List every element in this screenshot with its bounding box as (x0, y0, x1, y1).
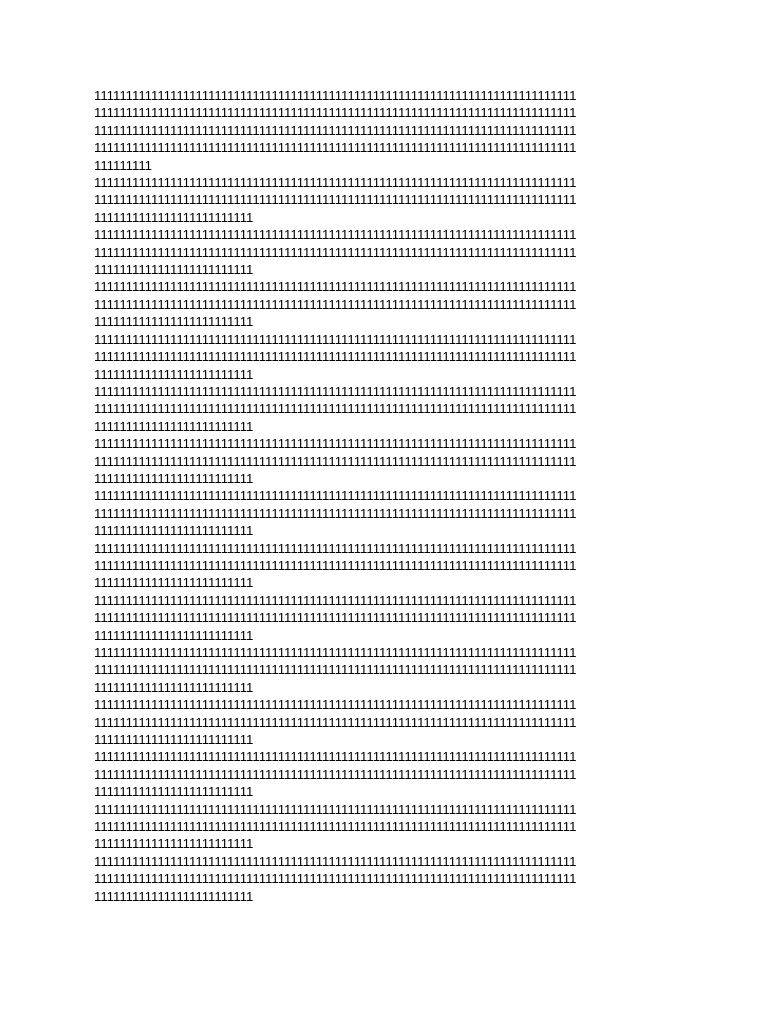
document-text-body: 1111111111111111111111111111111111111111111111111111111111111111111111111111 1111111111111111111111111111111111111111111111111111111111111111111111111111 1111111111111111111111111111111111111111111111111111111111111111111111111111 1111111111111111111111111111111111111111111111111111111111111111111111111111 111111111 1111111111111111111111111111111111111111111111111111111111111111111111111111 1111111111111111111111111111111111111111111111111111111111111111111111111111 1111111111111111111111111 1111111111111111111111111111111111111111111111111111111111111111111111111111 1111111111111111111111111111111111111111111111111111111111111111111111111111 1111111111111111111111111 1111111111111111111111111111111111111111111111111111111111111111111111111111 1111111111111111111111111111111111111111111111111111111111111111111111111111 1111111111111111111111111 1111111111111111111111111111111111111111111111111111111111111111111111111111 1111111111111111111111111111111111111111111111111111111111111111111111111111 1111111111111111111111111 1111111111111111111111111111111111111111111111111111111111111111111111111111 1111111111111111111111111111111111111111111111111111111111111111111111111111 1111111111111111111111111 1111111111111111111111111111111111111111111111111111111111111111111111111111 1111111111111111111111111111111111111111111111111111111111111111111111111111 1111111111111111111111111 1111111111111111111111111111111111111111111111111111111111111111111111111111 1111111111111111111111111111111111111111111111111111111111111111111111111111 1111111111111111111111111 1111111111111111111111111111111111111111111111111111111111111111111111111111 1111111111111111111111111111111111111111111111111111111111111111111111111111 1111111111111111111111111 1111111111111111111111111111111111111111111111111111111111111111111111111111 1111111111111111111111111111111111111111111111111111111111111111111111111111 1111111111111111111111111 1111111111111111111111111111111111111111111111111111111111111111111111111111 1111111111111111111111111111111111111111111111111111111111111111111111111111 1111111111111111111111111 1111111111111111111111111111111111111111111111111111111111111111111111111111 1111111111111111111111111111111111111111111111111111111111111111111111111111 1111111111111111111111111 1111111111111111111111111111111111111111111111111111111111111111111111111111 1111111111111111111111111111111111111111111111111111111111111111111111111111 1111111111111111111111111 1111111111111111111111111111111111111111111111111111111111111111111111111111 1111111111111111111111111111111111111111111111111111111111111111111111111111 1111111111111111111111111 1111111111111111111111111111111111111111111111111111111111111111111111111111 1111111111111111111111111111111111111111111111111111111111111111111111111111 1111111111111111111111111 (94, 88, 577, 904)
